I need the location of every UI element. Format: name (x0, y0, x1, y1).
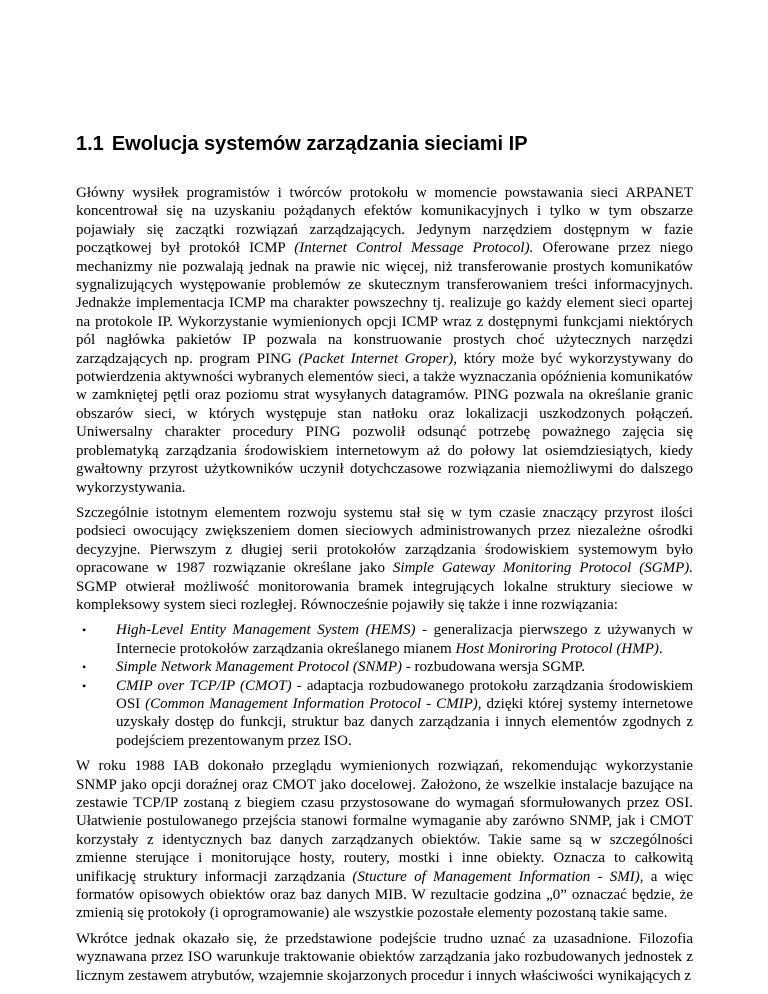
italic-term: Simple Gateway Monitoring Protocol (SGMP). (392, 560, 693, 577)
italic-term: (Stucture of Management Information - SMI) (352, 868, 640, 885)
italic-term: (Internet Control Message Protocol). (294, 240, 534, 257)
text-run: - rozbudowana wersja SGMP. (402, 659, 585, 676)
body-text (76, 184, 693, 992)
text-run: Oferowane przez niego mechanizmy nie pozwalają jednak na prawie nic więcej, niż transferowanie prostych komunikatów sygnalizujących występowanie problemów ze skutecznym transferowaniem treści informacyjnych. Jednakże implementacja ICMP ma charakter powszechny tj. realizuje go każdy element sieci opartej na protokole IP. Wykorzystanie wymienionych opcji ICMP wraz z dostępnymi funkcjami niektórych pól nagłówka pakietów IP pozwala na konstruowanie prostych choć użytecznych narzędzi zarządzających np. program PING (76, 240, 694, 367)
text-run: - adaptacja rozbudowanego protokołu zarządzania środowiskiem OSI (116, 677, 693, 712)
bullet-icon: • (82, 660, 87, 675)
text-run: który może być wykorzystywany do potwierdzenia aktywności wybranych elementów sieci, a także wyznaczania opóźnienia komunikatów w zamkniętej pętli oraz poziomu strat wysyłanych datagramów. PING pozwala na określanie granic obszarów sieci, w których występuje stan natłoku oraz lokalizacji uszkodzonych połączeń. Uniwersalny charakter procedury PING pozwolił odsunąć potrzebę poważnego zajęcia się problematyką zarządzania środowiskiem internetowym aż do połowy lat osiemdziesiątych, kiedy gwałtowny przyrost użytkowników uczynił dotychczasowe rozwiązania niemożliwymi do dalszego wykorzystywania. (76, 350, 693, 496)
text-run: Główny wysiłek programistów i twórców protokołu w momencie powstawania sieci ARPANET koncentrował się na uzyskaniu pożądanych efektów komunikacyjnych i tylko w tym obszarze pojawiały się zaczątki rozwiązań zarządzających. Jedynym narzędziem dostępnym w fazie początkowej był protokół ICMP (76, 185, 693, 257)
list-item (82, 677, 694, 751)
italic-term: Simple Network Management Protocol (SNMP) (116, 659, 403, 676)
paragraph-2 (76, 504, 693, 614)
text-run: . (658, 640, 663, 657)
text-run: - generalizacja pierwszego z używanych w Internecie protokołów zarządzania określanego mianem (116, 622, 693, 657)
text-run: , a więc formatów opisowych obiektów oraz baz danych MIB. W rezultacie godzina „0” oznaczać będzie, że zmienią się protokoły (i oprogramowanie) ale wszystkie pozostałe elementy pozostaną takie same. (76, 868, 693, 922)
paragraph-3 (76, 757, 693, 923)
list-item (82, 658, 693, 676)
section-title: Ewolucja systemów zarządzania sieciami IP (111, 133, 528, 155)
section-number: 1.1 (76, 133, 104, 155)
text-run: Wkrótce jednak okazało się, że przedstawione podejście trudno uznać za uzasadnione. Filozofia wyznawana przez ISO warunkuje traktowanie obiektów zarządzania jako rozbudowanych jednostek z licznym zestawem atrybutów, wzajemnie skojarzonych procedur i innych właściwości wynikających z (76, 930, 693, 984)
italic-term: High-Level Entity Management System (HEMS) (116, 622, 416, 639)
italic-term: Host Moniroring Protocol (HMP) (455, 640, 659, 657)
text-run: W roku 1988 IAB dokonało przeglądu wymienionych rozwiązań, rekomendując wykorzystanie SNMP jako opcji doraźnej oraz CMOT jako docelowej. Założono, że wszelkie instalacje bazujące na zestawie TCP/IP zostaną z biegiem czasu przystosowane do wymagań sformułowanych przez OSI. Ułatwienie postulowanego przejścia stanowi formalne wymaganie aby zarówno SNMP, jak i CMOT korzystały z identycznych baz danych zarządzanych obiektów. Takie same są w szczególności zmienne sterujące i monitorujące hosty, routery, mostki i inne obiekty. Oznacza to całkowitą unifikację struktury informacji zarządzania (76, 758, 693, 885)
italic-term: (Common Management Information Protocol - CMIP), (145, 695, 482, 712)
section-heading (76, 131, 696, 157)
bullet-icon: • (82, 623, 87, 638)
text-run: Szczególnie istotnym elementem rozwoju systemu stał się w tym czasie znaczący przyrost ilości podsieci owocujący zwiększeniem domen sieciowych administrowanych przez niezależne ośrodki decyzyjne. Pierwszym z długiej serii protokołów zarządzania środowiskiem systemowym było opracowane w 1987 rozwiązanie określane jako (76, 504, 693, 577)
italic-term: (Packet Internet Groper), (298, 350, 458, 367)
text-run: dzięki której systemy internetowe uzyskały dostęp do funkcji, struktur baz danych zarządzania i innych elementów zgodnych z podejściem prezentowanym przez ISO. (116, 695, 694, 749)
italic-term: CMIP over TCP/IP (CMOT) (116, 677, 292, 694)
text-run: SGMP otwierał możliwość monitorowania bramek integrujących lokalne struktury sieciowe w kompleksowy system sieci rozległej. Równocześnie pojawiły się także i inne rozwiązania: (76, 578, 693, 613)
list-item (82, 621, 693, 658)
bullet-icon: • (82, 678, 87, 693)
paragraph-1 (76, 184, 693, 497)
protocol-list (76, 621, 693, 750)
paragraph-4 (76, 930, 693, 985)
